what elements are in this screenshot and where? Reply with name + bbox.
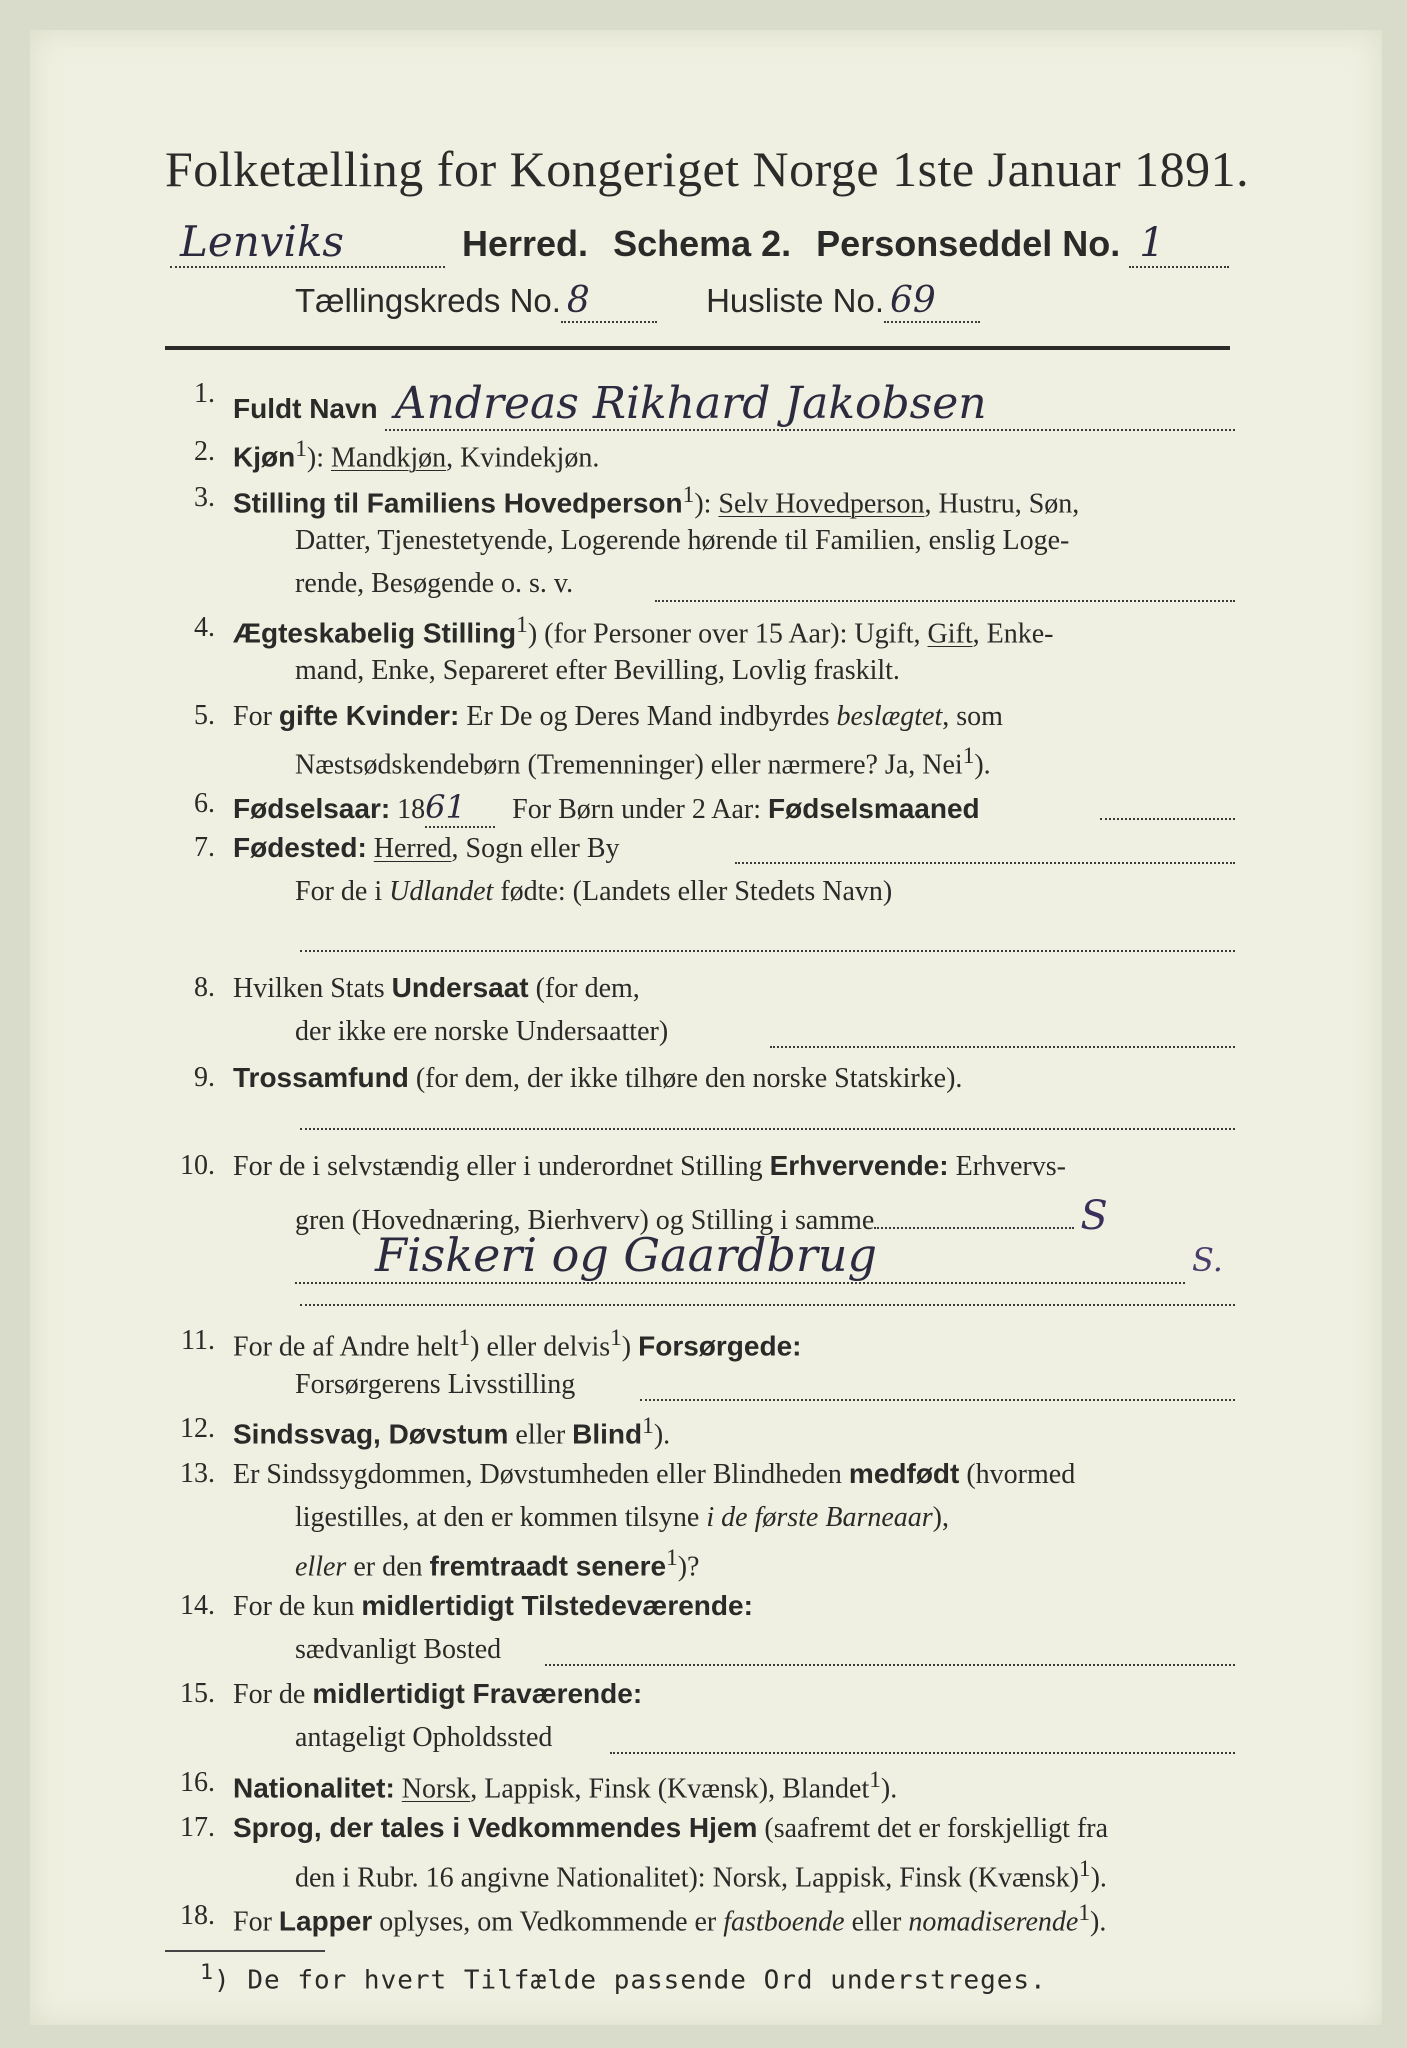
item-text: ligestilles, at den er kommen tilsyne <box>295 1502 700 1533</box>
item-text: Erhvervs- <box>955 1151 1066 1182</box>
item-text: eller <box>851 1906 902 1938</box>
item-text: (saafremt det er forskjelligt fra <box>764 1813 1109 1844</box>
item-number: 18. <box>180 1900 215 1931</box>
footnote-ref: 1 <box>1078 1900 1091 1926</box>
header-rule <box>165 346 1230 350</box>
kreds-field[interactable]: 8 <box>561 280 657 323</box>
item-label: Trossamfund <box>233 1062 409 1093</box>
item-number: 3. <box>194 482 215 513</box>
item-text: ). <box>1090 1906 1107 1938</box>
item-label: gifte Kvinder: <box>278 700 460 731</box>
husliste-label: Husliste No. <box>706 282 884 319</box>
usual-residence-field[interactable] <box>545 1664 1235 1666</box>
item-text: , Sogn eller By <box>451 833 620 864</box>
item-text: ) <box>621 1331 632 1363</box>
item-number: 13. <box>180 1458 215 1489</box>
item-label: Fødselsmaaned <box>768 793 980 824</box>
item-text: Udlandet <box>389 876 494 907</box>
foreign-birthplace-field[interactable] <box>300 950 1235 952</box>
item-label: Forsørgede: <box>638 1330 802 1362</box>
item-text: ): <box>306 442 324 474</box>
personseddel-field[interactable]: 1 <box>1129 220 1229 268</box>
religion-field[interactable] <box>300 1128 1235 1130</box>
item-label: Blind <box>572 1418 643 1450</box>
item-text: (hvormed <box>966 1459 1076 1490</box>
option-gift-selected[interactable]: Gift <box>927 618 973 650</box>
option-norsk-selected[interactable]: Norsk <box>401 1773 471 1805</box>
footnote-text: ) De for hvert Tilfælde passende Ord understreges. <box>214 1965 1047 1996</box>
occupation-extra-field[interactable] <box>300 1304 1235 1306</box>
item-text: , Hustru, Søn, <box>924 488 1080 520</box>
item-number: 16. <box>180 1767 215 1798</box>
item-text: For de af Andre helt <box>233 1331 459 1363</box>
item-text: ) (for Personer over 15 Aar): Ugift, <box>527 618 921 650</box>
item-text: Næstsødskendebørn (Tremenninger) eller nærmere? Ja, Nei <box>295 749 963 781</box>
item-text: Er Sindssygdommen, Døvstumheden eller Blindheden <box>233 1459 842 1490</box>
item-number: 1. <box>194 378 215 409</box>
item-number: 14. <box>180 1590 215 1621</box>
item-text: i de første Barneaar <box>706 1502 933 1533</box>
item-text: ). <box>653 1419 671 1451</box>
kreds-label: Tællingskreds No. <box>295 282 561 319</box>
footnote-ref: 1 <box>516 612 528 638</box>
item-text: mand, Enke, Separeret efter Bevilling, Lovlig fraskilt. <box>295 655 900 686</box>
item-text: fastboende <box>723 1906 845 1938</box>
footnote-ref: 1 <box>666 1545 678 1571</box>
item-text: For <box>233 701 272 732</box>
item-text: For de i <box>295 876 383 907</box>
item-text: , Lappisk, Finsk (Kvænsk), Blandet <box>470 1773 870 1805</box>
item-label: midlertidigt Fraværende: <box>312 1678 643 1709</box>
option-selv-hovedperson-selected[interactable]: Selv Hovedperson <box>718 488 925 520</box>
item-text: ), <box>932 1502 949 1533</box>
item-label: Sprog, der tales i Vedkommendes Hjem <box>233 1812 758 1843</box>
item-text: Hvilken Stats <box>233 973 385 1004</box>
birth-year-field[interactable]: 61 <box>425 788 495 828</box>
item-label: Fødested: <box>233 832 367 863</box>
footnote-ref: 1 <box>295 436 307 462</box>
item-label: Fødselsaar: <box>233 793 391 824</box>
item-text: For de <box>233 1679 306 1710</box>
item-text: )? <box>677 1551 700 1583</box>
item-number: 6. <box>194 788 215 819</box>
item-number: 10. <box>180 1150 215 1181</box>
item-text: sædvanligt Bosted <box>295 1634 502 1665</box>
item-text: rende, Besøgende o. s. v. <box>295 568 574 599</box>
footnote-ref: 1 <box>1078 1856 1091 1882</box>
footnote-ref: 1 <box>610 1325 622 1351</box>
herred-label: Herred. <box>462 223 589 264</box>
item-text: (for dem, <box>535 973 640 1004</box>
item-number: 5. <box>194 700 215 731</box>
full-name-field[interactable]: Andreas Rikhard Jakobsen <box>385 378 1235 431</box>
item-number: 4. <box>194 612 215 643</box>
item-number: 9. <box>194 1062 215 1093</box>
item-text: ) eller delvis <box>470 1331 611 1363</box>
header-line-herred <box>170 217 1230 267</box>
item-label: medfødt <box>848 1458 960 1489</box>
item-number: 15. <box>180 1678 215 1709</box>
item-label: Ægteskabelig Stilling <box>233 617 517 649</box>
husliste-field[interactable]: 69 <box>884 280 980 323</box>
item-text: Forsørgerens Livsstilling <box>295 1369 576 1400</box>
item-text: er den <box>353 1551 423 1583</box>
item-3-fill[interactable] <box>655 600 1235 602</box>
item-number: 12. <box>180 1413 215 1444</box>
provider-occupation-field[interactable] <box>640 1399 1235 1401</box>
birth-month-field[interactable] <box>1100 818 1235 820</box>
option-kvindekjon[interactable]: , Kvindekjøn. <box>446 442 600 474</box>
item-text: gren (Hovednæring, Bierhverv) og Stilling i samme <box>295 1205 875 1236</box>
footnote-ref: 1 <box>682 482 695 508</box>
occupation-field[interactable]: Fiskeri og Gaardbrug <box>295 1228 1185 1284</box>
item-number: 8. <box>194 972 215 1003</box>
item-text: Er De og Deres Mand indbyrdes <box>466 701 830 732</box>
footnote-ref: 1 <box>200 1960 215 1985</box>
whereabouts-field[interactable] <box>610 1752 1235 1754</box>
item-label: Kjøn <box>233 441 296 473</box>
item-text: For <box>233 1906 272 1938</box>
item-label: Fuldt Navn <box>233 393 378 424</box>
footnote-ref: 1 <box>869 1767 881 1793</box>
item-text: ). <box>1090 1862 1107 1894</box>
item-number: 7. <box>194 832 215 863</box>
item-label: Stilling til Familiens Hovedperson <box>233 487 683 519</box>
item-label: midlertidigt Tilstedeværende: <box>361 1590 753 1621</box>
footnote-ref: 1 <box>642 1413 654 1439</box>
item-label: Nationalitet: <box>233 1772 395 1804</box>
item-number: 11. <box>181 1325 215 1356</box>
footnote-divider <box>165 1950 325 1952</box>
item-text: oplyses, om Vedkommende er <box>379 1906 717 1938</box>
footnote-ref: 1 <box>962 743 975 769</box>
form-title: Folketælling for Kongeriget Norge 1ste Januar 1891. <box>165 141 1250 197</box>
item-number: 17. <box>180 1812 215 1843</box>
item-text: For de i selvstændig eller i underordnet Stilling <box>233 1151 763 1182</box>
item-number: 2. <box>194 436 215 467</box>
option-herred-selected[interactable]: Herred <box>373 833 452 864</box>
item-text: beslægtet <box>836 701 943 732</box>
occupation-mark: S <box>1080 1193 1108 1239</box>
item-text: fødte: (Landets eller Stedets Navn) <box>500 876 893 907</box>
item-text: For Børn under 2 Aar: <box>512 794 762 825</box>
item-text: den i Rubr. 16 angivne Nationalitet): Norsk, Lappisk, Finsk (Kvænsk) <box>295 1862 1079 1894</box>
item-text: , Enke- <box>972 618 1054 650</box>
item-text: der ikke ere norske Undersaatter) <box>295 1016 669 1047</box>
item-label: Undersaat <box>391 972 529 1003</box>
option-mandkjon-selected[interactable]: Mandkjøn <box>331 442 447 474</box>
occupation-code: S. <box>1192 1241 1223 1279</box>
item-text: nomadiserende <box>908 1906 1079 1938</box>
item-text: eller <box>515 1419 566 1451</box>
item-text: antageligt Opholdssted <box>295 1722 553 1753</box>
year-prefix: 18 <box>397 794 426 825</box>
item-text: ): <box>694 488 712 520</box>
item-label: Lapper <box>278 1905 373 1937</box>
herred-field[interactable]: Lenviks <box>170 217 445 268</box>
birthplace-field[interactable] <box>735 862 1235 864</box>
item-text: , som <box>942 701 1003 732</box>
schema-label: Schema 2. <box>613 223 792 264</box>
item-text: ). <box>880 1773 898 1805</box>
footnote <box>200 1960 1047 1996</box>
footnote-ref: 1 <box>458 1325 471 1351</box>
item-text: Datter, Tjenestetyende, Logerende hørende til Familien, enslig Loge- <box>295 525 1070 556</box>
item-text: (for dem, der ikke tilhøre den norske Statskirke). <box>415 1063 963 1094</box>
header-line-kreds <box>295 280 1195 326</box>
personseddel-label: Personseddel No. <box>816 223 1121 264</box>
item-label: Sindssvag, Døvstum <box>233 1418 509 1450</box>
item-label: Erhvervende: <box>769 1150 949 1181</box>
item-text: eller <box>295 1551 347 1583</box>
item-text: ). <box>974 749 991 781</box>
item-label: fremtraadt senere <box>429 1550 667 1582</box>
citizenship-field[interactable] <box>770 1046 1235 1048</box>
item-text: For de kun <box>233 1591 355 1622</box>
